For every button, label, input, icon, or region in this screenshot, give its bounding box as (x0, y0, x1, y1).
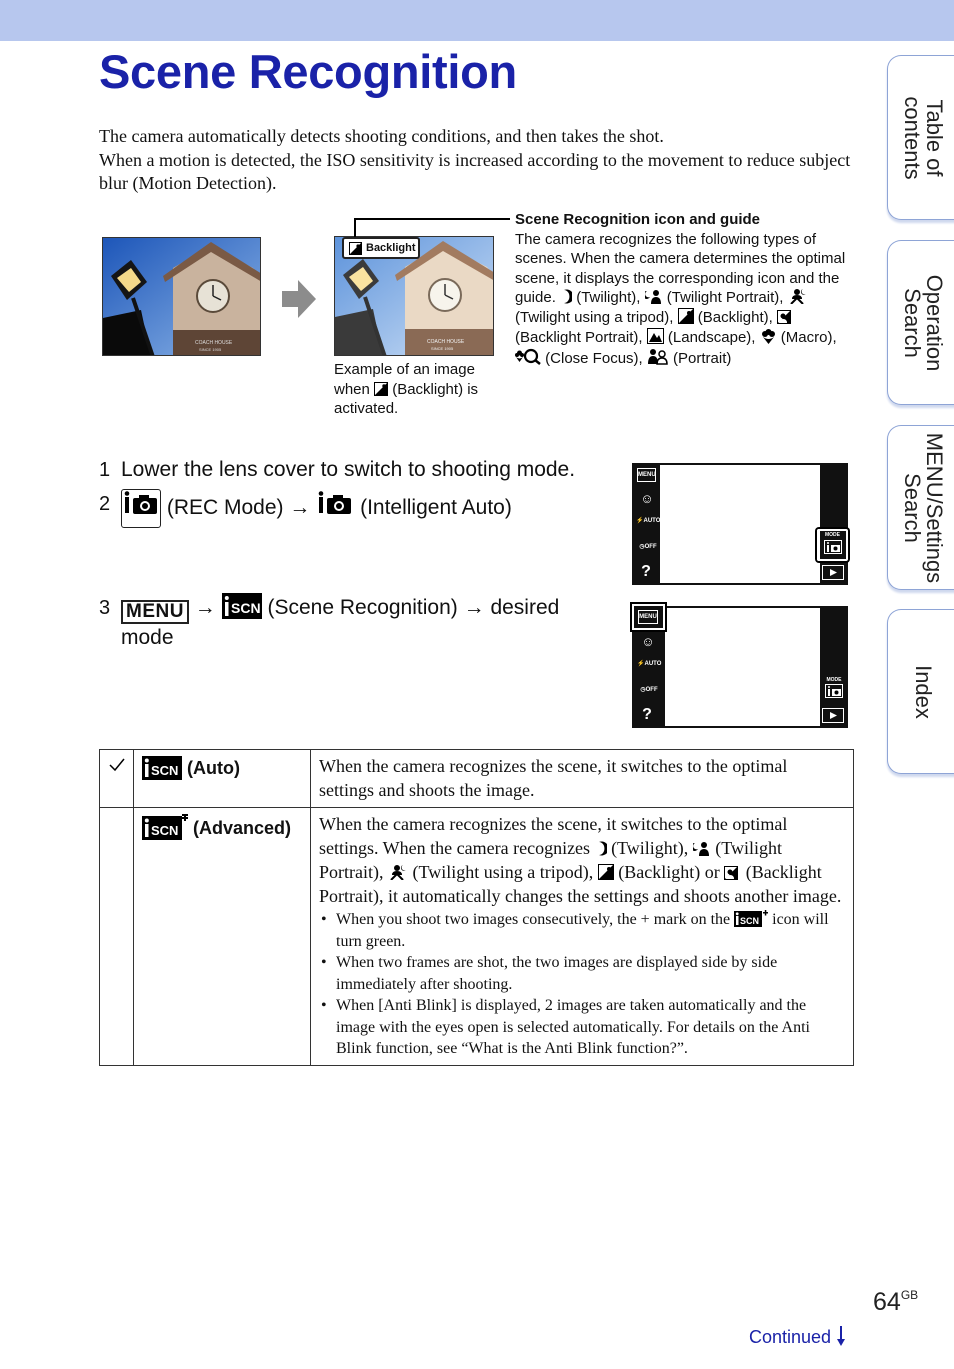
description-text: (Twilight using a tripod), (412, 862, 594, 882)
list-item: • When [Anti Blink] is displayed, 2 images are taken automatically and the image with the eyes open is selected automatically. For details on the Anti Blink function, see “What is the Anti Blink function?”. (319, 995, 845, 1060)
portrait-icon (647, 348, 669, 365)
guide-item: (Twilight Portrait), (666, 289, 784, 306)
description-text: (Backlight Portrait), it automatically changes the settings and shoots another image. (319, 862, 842, 906)
photo-before (102, 237, 261, 356)
arrow-icon: → (194, 596, 216, 619)
checkmark-icon (109, 758, 125, 772)
guide-item: (Backlight Portrait), (515, 329, 643, 346)
backlight-icon (374, 382, 388, 396)
guide-item: (Portrait) (673, 349, 732, 367)
caption-text: (Backlight) is activated. (334, 380, 479, 417)
page-suffix: GB (900, 1288, 919, 1302)
timer-mode-text: OFF (644, 544, 657, 550)
list-item (319, 909, 845, 952)
svg-text:SCN: SCN (230, 600, 261, 616)
intro-line-1: The camera automatically detects shooting conditions, and then takes the shot. (99, 126, 664, 146)
mode-cell (134, 808, 311, 1066)
guide-item: (Twilight), (576, 289, 641, 306)
menu-icon[interactable]: MENU (637, 468, 656, 482)
help-icon[interactable]: ? (641, 563, 651, 580)
tab-index[interactable] (887, 609, 954, 774)
landscape-icon (647, 328, 664, 344)
sign-text: SINCE 1905 (199, 347, 222, 352)
menu-icon: MENU (638, 610, 658, 624)
camera-screen-2 (632, 606, 848, 728)
playback-icon[interactable] (822, 565, 844, 580)
intelligent-auto-icon[interactable] (316, 490, 354, 518)
backlight-badge (342, 237, 420, 259)
tripod-icon (788, 288, 808, 304)
desired-label: desired (490, 596, 560, 619)
mode-label: (Auto) (187, 758, 240, 778)
flash-auto-icon[interactable]: ⚡AUTO (637, 661, 662, 667)
guide-body: The camera recognizes the following types of scenes. When the camera determines the optimal scene, it displays the corresponding icon and the guide. (515, 230, 846, 306)
camera-screen-1 (632, 463, 848, 585)
table-row (100, 808, 854, 1066)
tab-label: MENU/Settings (921, 432, 947, 583)
tab-label: Table of (921, 98, 947, 177)
tab-label: contents (899, 95, 925, 180)
flash-auto-icon[interactable]: ⚡AUTO (636, 518, 661, 524)
guide-item: (Twilight using a tripod), (515, 308, 674, 326)
tab-menu-settings-search[interactable] (887, 425, 954, 590)
list-item: • When two frames are shot, the two images are displayed side by side immediately after shooting. (319, 952, 845, 995)
twilight-icon (595, 841, 607, 856)
self-timer-icon[interactable]: ◷OFF (639, 544, 657, 550)
mode-text: MODE (825, 532, 840, 538)
smile-icon[interactable]: ☺ (640, 491, 654, 506)
description-cell (311, 808, 854, 1066)
backlight-portrait-icon (724, 864, 741, 880)
notes-list (319, 909, 845, 1060)
sign-text: COACH HOUSE (427, 339, 465, 345)
sign-text: COACH HOUSE (195, 340, 233, 346)
timer-mode-text: OFF (645, 687, 658, 693)
page-number (873, 1288, 918, 1317)
tab-label: Index (910, 664, 936, 719)
playback-icon[interactable] (822, 708, 844, 723)
mode-button-highlight[interactable] (817, 529, 848, 561)
description-cell: When the camera recognizes the scene, it switches to the optimal settings and shoots the image. (311, 750, 854, 808)
backlight-icon (349, 242, 362, 255)
help-icon[interactable]: ? (642, 706, 652, 723)
page-title: Scene Recognition (99, 45, 517, 98)
checkmark-cell (100, 750, 134, 808)
backlight-icon (598, 864, 614, 880)
flash-mode-text: AUTO (643, 518, 661, 524)
backlight-icon (678, 308, 694, 324)
scene-auto-icon (142, 756, 182, 780)
smile-icon[interactable]: ☺ (641, 634, 655, 649)
intelligent-auto-icon[interactable] (825, 684, 843, 698)
step-number: 3 (99, 597, 111, 619)
menu-button-highlight[interactable] (632, 604, 665, 630)
tab-table-of-contents[interactable] (887, 55, 954, 220)
badge-label: Backlight (366, 242, 416, 254)
photo-caption (334, 360, 509, 419)
tab-label: Operation (921, 274, 947, 371)
arrow-icon: → (463, 596, 485, 619)
twilight-icon (560, 289, 572, 304)
macro-icon (760, 327, 777, 344)
description-text: (Twilight), (611, 838, 689, 858)
guide-item: (Close Focus), (545, 349, 643, 367)
checkmark-cell (100, 808, 134, 1066)
intro-text (99, 125, 859, 196)
self-timer-icon[interactable]: ◷OFF (640, 687, 658, 693)
guide-item: (Backlight), (697, 308, 773, 326)
step-1 (99, 455, 619, 485)
guide-item: (Macro), (780, 329, 837, 346)
arrow-right-icon (282, 280, 316, 318)
header-bar (0, 0, 954, 41)
twilight-portrait-icon (693, 841, 711, 856)
flash-mode-text: AUTO (644, 661, 662, 667)
twilight-portrait-icon (645, 289, 663, 304)
continued-label: Continued (749, 1327, 832, 1347)
description-text: (Backlight) or (618, 862, 720, 882)
rec-mode-label: (REC Mode) (166, 496, 284, 519)
table-row (100, 750, 854, 808)
scene-mode-table (99, 749, 854, 1066)
scene-advanced-icon (734, 910, 768, 927)
note-text: When you shoot two images consecutively, the + mark on the (336, 911, 731, 928)
sign-text: SINCE 1905 (431, 346, 454, 351)
tab-label: Search (899, 472, 925, 543)
step-number: 1 (99, 459, 111, 481)
step-2 (99, 489, 619, 521)
step-number: 2 (99, 493, 111, 515)
tripod-icon (388, 864, 408, 880)
step-3 (99, 593, 619, 657)
guide-item: (Landscape), (667, 329, 756, 346)
arrow-icon: → (289, 496, 311, 519)
description-text: When the camera recognizes the scene, it switches to the optimal settings. When the camera recognizes (319, 814, 788, 858)
backlight-portrait-icon (777, 308, 794, 324)
close-focus-icon (515, 348, 541, 365)
arrow-down-icon (836, 1325, 846, 1347)
tab-label: Search (899, 287, 925, 358)
menu-button[interactable]: MENU (121, 600, 189, 624)
mode-label: (Advanced) (193, 818, 292, 838)
rec-mode-icon[interactable] (121, 489, 161, 528)
description-text: (Twilight Portrait), (319, 838, 783, 882)
svg-text:SCN: SCN (151, 823, 179, 838)
mode-label: mode (121, 626, 174, 649)
svg-text:SCN: SCN (740, 916, 760, 926)
continued-link[interactable] (749, 1325, 846, 1348)
scene-recognition-icon[interactable] (222, 593, 262, 619)
scene-advanced-icon (142, 814, 188, 840)
svg-text:SCN: SCN (151, 763, 179, 778)
callout-line (354, 218, 510, 238)
intelligent-auto-icon (824, 540, 842, 554)
scene-recognition-label: (Scene Recognition) (267, 596, 458, 619)
step-text: Lower the lens cover to switch to shooting mode. (121, 458, 576, 481)
caption-text: Example of an image when (334, 361, 475, 398)
intelligent-auto-label: (Intelligent Auto) (360, 496, 512, 519)
page-number-text: 64 (873, 1288, 901, 1316)
note-text: icon will turn green. (336, 911, 829, 950)
intro-line-2: When a motion is detected, the ISO sensitivity is increased according to the movement to reduce subject blur (Motion Detection). (99, 149, 851, 193)
guide-title: Scene Recognition icon and guide (515, 211, 761, 228)
scene-guide (515, 210, 855, 368)
mode-cell (134, 750, 311, 808)
tab-operation-search[interactable] (887, 240, 954, 405)
mode-text: MODE (826, 677, 842, 683)
